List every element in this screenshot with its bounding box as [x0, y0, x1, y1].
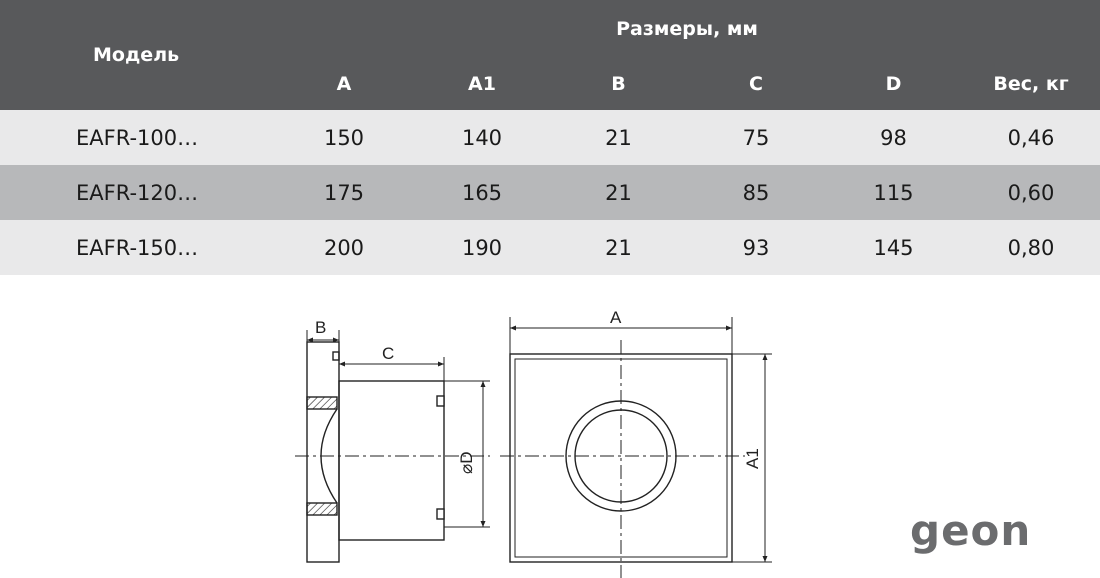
sizes-group-header: Размеры, мм: [274, 0, 1100, 57]
column-header-a1: A1: [414, 57, 550, 110]
cell-c: 93: [687, 220, 825, 275]
dimension-label-a1: A1: [743, 448, 762, 469]
dimension-label-a: A: [610, 308, 622, 327]
cell-a: 200: [274, 220, 414, 275]
dimension-label-d: ⌀D: [457, 451, 476, 474]
column-header-weight: Вес, кг: [962, 57, 1100, 110]
hatch-bottom: [307, 503, 337, 515]
side-view: [307, 342, 444, 562]
cell-c: 85: [687, 165, 825, 220]
cell-weight: 0,46: [962, 110, 1100, 165]
column-header-c: C: [687, 57, 825, 110]
cell-c: 75: [687, 110, 825, 165]
model-column-header: Модель: [0, 0, 274, 110]
model-cell: EAFR-150…: [0, 220, 274, 275]
cell-a1: 140: [414, 110, 550, 165]
dimension-label-c: C: [382, 344, 395, 363]
clip-top: [437, 396, 444, 406]
cell-b: 21: [550, 165, 687, 220]
side-view-panel: [307, 342, 339, 562]
cell-a: 150: [274, 110, 414, 165]
cell-d: 98: [825, 110, 962, 165]
dimension-label-b: B: [315, 318, 327, 337]
cell-weight: 0,80: [962, 220, 1100, 275]
hatch-top: [307, 397, 337, 409]
cell-a: 175: [274, 165, 414, 220]
model-cell: EAFR-120…: [0, 165, 274, 220]
cell-b: 21: [550, 110, 687, 165]
front-view-arrowheads: [510, 326, 768, 563]
column-header-b: B: [550, 57, 687, 110]
front-view-dimensions: [500, 317, 772, 578]
cell-d: 115: [825, 165, 962, 220]
cell-d: 145: [825, 220, 962, 275]
column-header-a: A: [274, 57, 414, 110]
column-header-d: D: [825, 57, 962, 110]
geon-logo: geon: [910, 506, 1032, 555]
cell-weight: 0,60: [962, 165, 1100, 220]
cell-b: 21: [550, 220, 687, 275]
tab: [333, 352, 339, 360]
cell-a1: 190: [414, 220, 550, 275]
side-view-body: [339, 381, 444, 540]
clip-bottom: [437, 509, 444, 519]
model-cell: EAFR-100…: [0, 110, 274, 165]
cell-a1: 165: [414, 165, 550, 220]
